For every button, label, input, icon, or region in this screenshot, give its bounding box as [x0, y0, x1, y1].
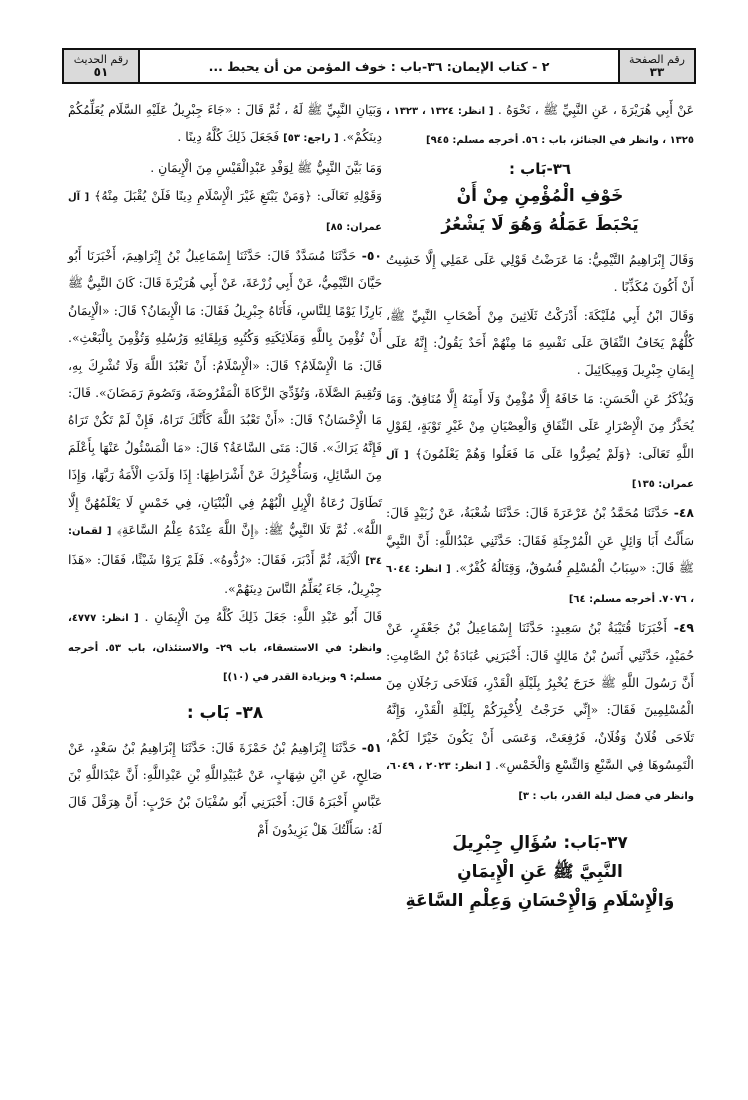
reference: [ آل عمران: ٨٥] [68, 192, 382, 233]
paragraph [68, 603, 382, 691]
chapter-37-title-line3: وَالْإِسْلَامِ وَالْإِحْسَانِ وَعِلْمِ السَّاعَةِ [405, 890, 675, 911]
chapter-38-title: ٣٨- بَاب : [186, 702, 264, 723]
paragraph [386, 96, 694, 155]
reference: [ لقمان: ٣٤] [68, 526, 382, 567]
paragraph-text: وَقَوْلِهِ تَعَالَى: ﴿وَمَنْ يَبْتَغِ غَيْرَ الْإِسْلَامِ دِينًا فَلَنْ يُقْبَلَ مِنْهُ﴾ [94, 188, 382, 204]
reference: [ آل عمران: ١٣٥] [386, 449, 694, 491]
hadith-number-lead: ٤٩- [673, 620, 694, 636]
reference: [ انظر: ١٣٢٤ ، ١٣٢٣ ، ١٣٢٥ ، وانظر في الجنائز، باب : ٥٦. أخرجه مسلم: ٩٤٥] [386, 106, 694, 147]
paragraph [68, 96, 382, 153]
reference: [ انظر: ٢٠٢٣ ، ٦٠٤٩، وانظر في فضل ليلة القدر، باب : ٣] [386, 761, 694, 802]
hadith-48 [386, 499, 694, 613]
paragraph-text: حَدَّثَنَا إِبْرَاهِيمُ بْنُ حَمْزَةَ قَالَ: حَدَّثَنَا إِبْرَاهِيمُ بْنُ سَعْدٍ، عَنْ صَالِحٍ، عَنِ ابْنِ شِهَابٍ، عَنْ عُبَيْدِاللَّهِ بْنِ عَبْدِاللَّهِ: أَنَّ عَبْدَاللَّهِ بْنَ عَبَّاسٍ أَخْبَرَهُ قَالَ: أَخْبَرَنِي أَبُو سُفْيَانَ بْنُ حَرْبٍ: أَنَّ هِرَقْلَ قَالَ لَهُ: سَأَلْتُكَ هَلْ يَزِيدُونَ أَمْ [68, 739, 382, 837]
page-number-label: رقم الصفحة [629, 53, 685, 66]
right-column [386, 96, 694, 916]
hadith-number: ٥١ [93, 65, 109, 79]
paragraph [68, 182, 382, 241]
hadith-50 [68, 242, 382, 602]
hadith-number-label: رقم الحديث [73, 53, 129, 66]
paragraph: وَقَالَ ابْنُ أَبِي مُلَيْكَةَ: أَدْرَكْتُ ثَلَاثِينَ مِنْ أَصْحَابِ النَّبِيِّ ﷺ، كُلُّهُمْ يَخَافُ النِّفَاقَ عَلَى نَفْسِهِ مَا مِنْهُمْ أَحَدٌ يَقُولُ: إِنَّهُ عَلَى إِيمَانِ جِبْرِيلَ وَمِيكَائِيلَ . [386, 307, 694, 378]
chapter-36-title-line1: خَوْفِ الْمُؤْمِنِ مِنْ أَنْ [456, 185, 624, 206]
paragraph-text: عَنْ أَبِي هُرَيْرَةَ ، عَنِ النَّبِيِّ ﷺ ، نَحْوَهُ . [497, 102, 695, 117]
hadith-number-lead: ٥١- [361, 739, 382, 755]
chapter-36-title-line2: يَحْبَطَ عَمَلُهُ وَهُوَ لَا يَشْعُرُ [441, 214, 639, 235]
page-number-box [620, 50, 694, 82]
page-header [62, 48, 696, 84]
paragraph: وَمَا بَيَّنَ النَّبِيُّ ﷺ لِوَفْدِ عَبْدِالْقَيْسِ مِنَ الْإِيمَانِ . [150, 159, 382, 175]
reference: [ راجع: ٥٣] [283, 133, 339, 145]
paragraph [386, 385, 694, 499]
page-number: ٣٣ [649, 65, 665, 79]
hadith-49 [386, 614, 694, 810]
hadith-51 [68, 734, 382, 844]
hadith-number-box [64, 50, 138, 82]
chapter-36-number: ٣٦-بَاب : [508, 159, 572, 178]
paragraph: وَقَالَ إِبْرَاهِيمُ التَّيْمِيُّ: مَا عَرَضْتُ قَوْلِي عَلَى عَمَلِي إِلَّا خَشِيتُ أَنْ أَكُونَ مُكَذِّبًا . [386, 251, 694, 295]
paragraph-text: وَبَيَانِ النَّبِيِّ ﷺ لَهُ ، ثُمَّ قَالَ : «جَاءَ جِبْرِيلُ عَلَيْهِ السَّلَام يُعَلِّمُكُمْ دِينَكُمْ». [68, 102, 382, 145]
running-title [138, 50, 620, 82]
paragraph-text: فَجَعَلَ ذَلِكَ كُلَّهُ دِينًا . [177, 129, 280, 145]
left-column [68, 96, 382, 844]
paragraph-text: أَخْبَرَنَا قُتَيْبَةُ بْنُ سَعِيدٍ: حَدَّثَنَا إِسْمَاعِيلُ بْنُ جَعْفَرٍ، عَنْ حُمَيْدٍ، حَدَّثَنِي أَنَسُ بْنُ مَالِكٍ قَالَ: أَخْبَرَنِي عُبَادَةُ بْنُ الصَّامِتِ: أَنَّ رَسُولَ اللَّهِ ﷺ خَرَجَ يُخْبِرُ بِلَيْلَةِ الْقَدْرِ، فَتَلَاحَى رَجُلَانِ مِنَ الْمُسْلِمِينَ فَقَالَ: «إِنِّي خَرَجْتُ لِأُخْبِرَكُمْ بِلَيْلَةِ الْقَدْرِ، وَإِنَّهُ تَلَاحَى فُلَانٌ وَفُلَانٌ، فَرُفِعَتْ، وَعَسَى أَنْ يَكُونَ خَيْرًا لَكُمْ، الْتَمِسُوهَا فِي السَّبْعِ وَالتِّسْعِ وَالْخَمْسِ». [386, 620, 694, 773]
paragraph-text: حَدَّثَنَا مُسَدَّدٌ قَالَ: حَدَّثَنَا إِسْمَاعِيلُ بْنُ إِبْرَاهِيمَ، أَخْبَرَنَا أَبُو حَيَّانَ التَّيْمِيُّ، عَنْ أَبِي زُرْعَةَ، عَنْ أَبِي هُرَيْرَةَ قَالَ: كَانَ النَّبِيُّ ﷺ بَارِزًا يَوْمًا لِلنَّاسِ، فَأَتَاهُ جِبْرِيلُ فَقَالَ: مَا الْإِيمَانُ؟ قَالَ: «الْإِيمَانُ أَنْ تُؤْمِنَ بِاللَّهِ وَمَلَائِكَتِهِ وَكُتُبِهِ وَبِلِقَائِهِ وَرُسُلِهِ وَتُؤْمِنَ بِالْبَعْثِ». قَالَ: مَا الْإِسْلَامُ؟ قَالَ: «الْإِسْلَامُ: أَنْ تَعْبُدَ اللَّهَ وَلَا تُشْرِكَ بِهِ، وَتُقِيمَ الصَّلَاةَ، وَتُؤَدِّيَ الزَّكَاةَ الْمَفْرُوضَةَ، وَتَصُومَ رَمَضَانَ». قَالَ: مَا الْإِحْسَانُ؟ قَالَ: «أَنْ تَعْبُدَ اللَّهَ كَأَنَّكَ تَرَاهُ، فَإِنْ لَمْ تَكُنْ تَرَاهُ فَإِنَّهُ يَرَاكَ». قَالَ: مَتَى السَّاعَةُ؟ قَالَ: «مَا الْمَسْئُولُ عَنْهَا بِأَعْلَمَ مِنَ السَّائِلِ، وَسَأُخْبِرُكَ عَنْ أَشْرَاطِهَا: إِذَا وَلَدَتِ الْأَمَةُ رَبَّهَا، وَإِذَا تَطَاوَلَ رُعَاةُ الْإِبِلِ الْبُهْمُ فِي الْبُنْيَانِ، فِي خَمْسٍ لَا يَعْلَمُهُنَّ إِلَّا اللَّهُ». ثُمَّ تَلَا النَّبِيُّ ﷺ: ﴿إِنَّ اللَّهَ عِنْدَهُ عِلْمُ السَّاعَةِ﴾ [68, 248, 382, 538]
chapter-37-title-line2: النَّبِيَّ ﷺ عَنِ الْإِيمَانِ [457, 861, 623, 882]
hadith-number-lead: ٥٠- [361, 248, 382, 264]
paragraph-text: وَيُذْكَرُ عَنِ الْحَسَنِ: مَا خَافَهُ إِلَّا مُؤْمِنٌ وَلَا أَمِنَهُ إِلَّا مُنَافِقٌ. وَمَا يُحَذَّرُ مِنَ الْإِصْرَارِ عَلَى النِّفَاقِ وَالْعِصْيَانِ مِنْ غَيْرِ تَوْبَةٍ، لِقَوْلِ اللَّهِ تَعَالَى: ﴿وَلَمْ يُصِرُّوا عَلَى مَا فَعَلُوا وَهُمْ يَعْلَمُونَ﴾ [386, 390, 694, 461]
reference: [ انظر: ٦٠٤٤ ، ٧٠٧٦. أخرجه مسلم: ٦٤] [386, 564, 694, 605]
reference: [ انظر: ٤٧٧٧، وانظر: في الاستسقاء، باب ٢٩- والاستئذان، باب ٥٣. أخرجه مسلم: ٩ وبزيادة القدر في (١٠)] [68, 613, 383, 684]
paragraph-text: قَالَ أَبُو عَبْدِ اللَّهِ: جَعَلَ ذَلِكَ كُلَّهُ مِنَ الْإِيمَانِ . [144, 609, 382, 625]
paragraph-text: الْآيَةَ، ثُمَّ أَدْبَرَ، فَقَالَ: «رُدُّوهُ». فَلَمْ يَرَوْا شَيْئًا، فَقَالَ: «هَذَا جِبْرِيلُ، جَاءَ يُعَلِّمُ النَّاسَ دِينَهُمْ». [68, 551, 382, 596]
hadith-number-lead: ٤٨- [673, 505, 694, 521]
paragraph-text: حَدَّثَنَا مُحَمَّدُ بْنُ عَرْعَرَةَ قَالَ: حَدَّثَنَا شُعْبَةُ، عَنْ زُبَيْدٍ قَالَ: سَأَلْتُ أَبَا وَائِلٍ عَنِ الْمُرْجِئَةِ فَقَالَ: حَدَّثَنِي عَبْدُاللَّهِ: أَنَّ النَّبِيَّ ﷺ قَالَ: «سِبَابُ الْمُسْلِمِ فُسُوقٌ، وَقِتَالُهُ كُفْرٌ». [386, 505, 694, 576]
chapter-37-title-line1: ٣٧-بَاب: سُؤَالِ جِبْرِيلَ [452, 832, 628, 853]
book-title: ٢ - كتاب الإيمان: ٣٦-باب : خوف المؤمن من أن يحبط ... [208, 58, 550, 74]
